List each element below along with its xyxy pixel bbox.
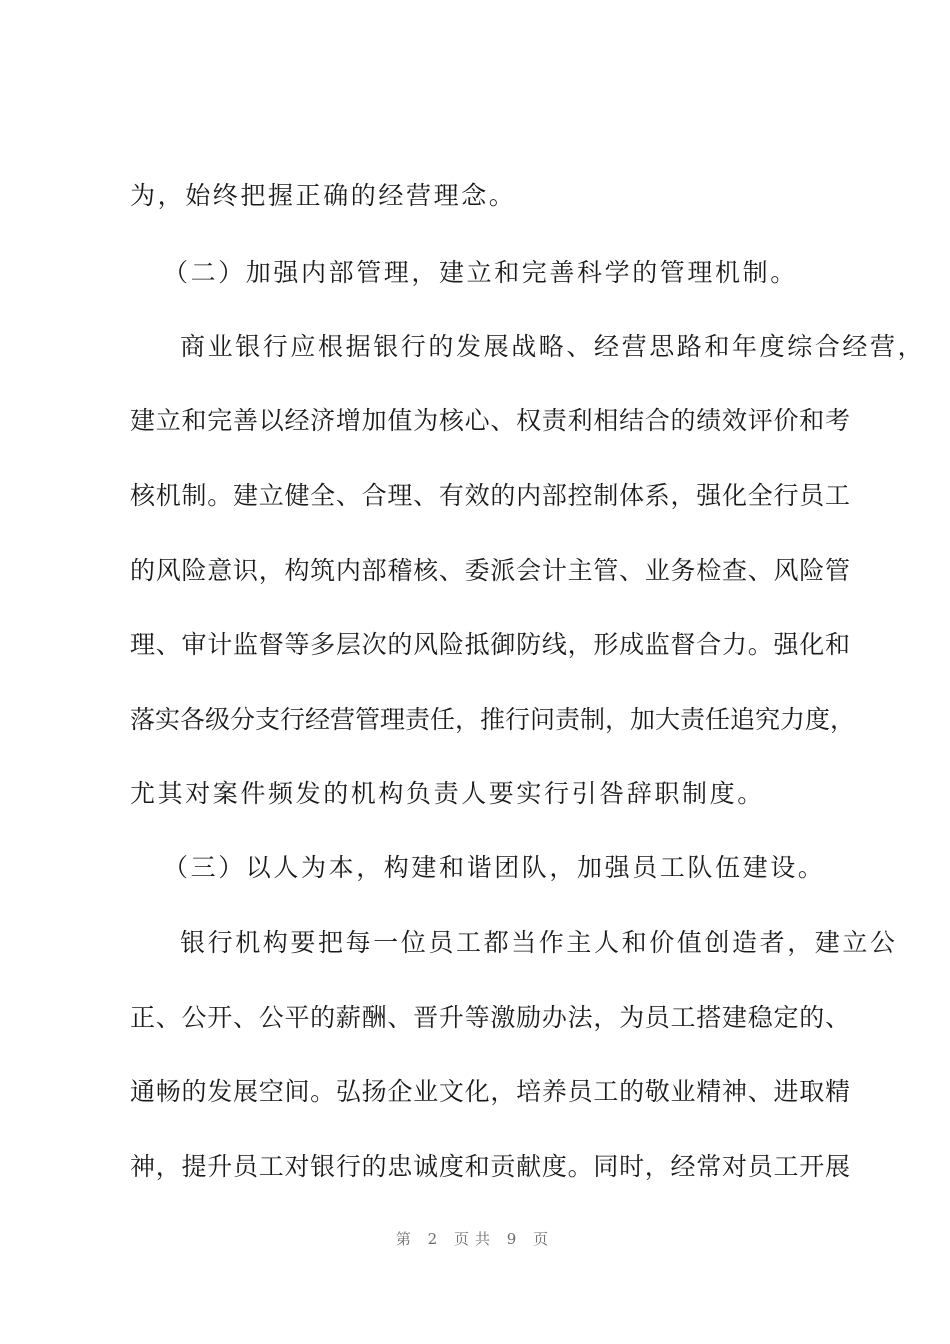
paragraph-line: 的风险意识，构筑内部稽核、委派会计主管、业务检查、风险管 bbox=[130, 556, 850, 585]
paragraph-line: 商业银行应根据银行的发展战略、经营思路和年度综合经营， bbox=[180, 332, 926, 361]
paragraph-line: 尤其对案件频发的机构负责人要实行引咎辞职制度。 bbox=[130, 779, 765, 808]
paragraph-line: 通畅的发展空间。弘扬企业文化，培养员工的敬业精神、进取精 bbox=[130, 1077, 850, 1106]
paragraph-line: 正、公开、公平的薪酬、晋升等激励办法，为员工搭建稳定的、 bbox=[130, 1003, 850, 1032]
paragraph-line-continuation: 为，始终把握正确的经营理念。 bbox=[130, 181, 517, 210]
paragraph-line: 建立和完善以经济增加值为核心、权责利相结合的绩效评价和考 bbox=[130, 406, 850, 435]
paragraph-line: 理、审计监督等多层次的风险抵御防线，形成监督合力。强化和 bbox=[130, 630, 850, 659]
page-footer: 第 2 页共 9 页 bbox=[395, 1230, 555, 1248]
paragraph-line: 核机制。建立健全、合理、有效的内部控制体系，强化全行员工 bbox=[130, 481, 850, 510]
paragraph-line: 银行机构要把每一位员工都当作主人和价值创造者，建立公 bbox=[180, 928, 898, 957]
section-heading-3: （三）以人为本，构建和谐团队，加强员工队伍建设。 bbox=[163, 853, 826, 882]
paragraph-line: 神，提升员工对银行的忠诚度和贡献度。同时，经常对员工开展 bbox=[130, 1152, 850, 1181]
paragraph-line: 落实各级分支行经营管理责任，推行问责制，加大责任追究力度， bbox=[130, 705, 856, 734]
section-heading-2: （二）加强内部管理，建立和完善科学的管理机制。 bbox=[163, 258, 798, 287]
